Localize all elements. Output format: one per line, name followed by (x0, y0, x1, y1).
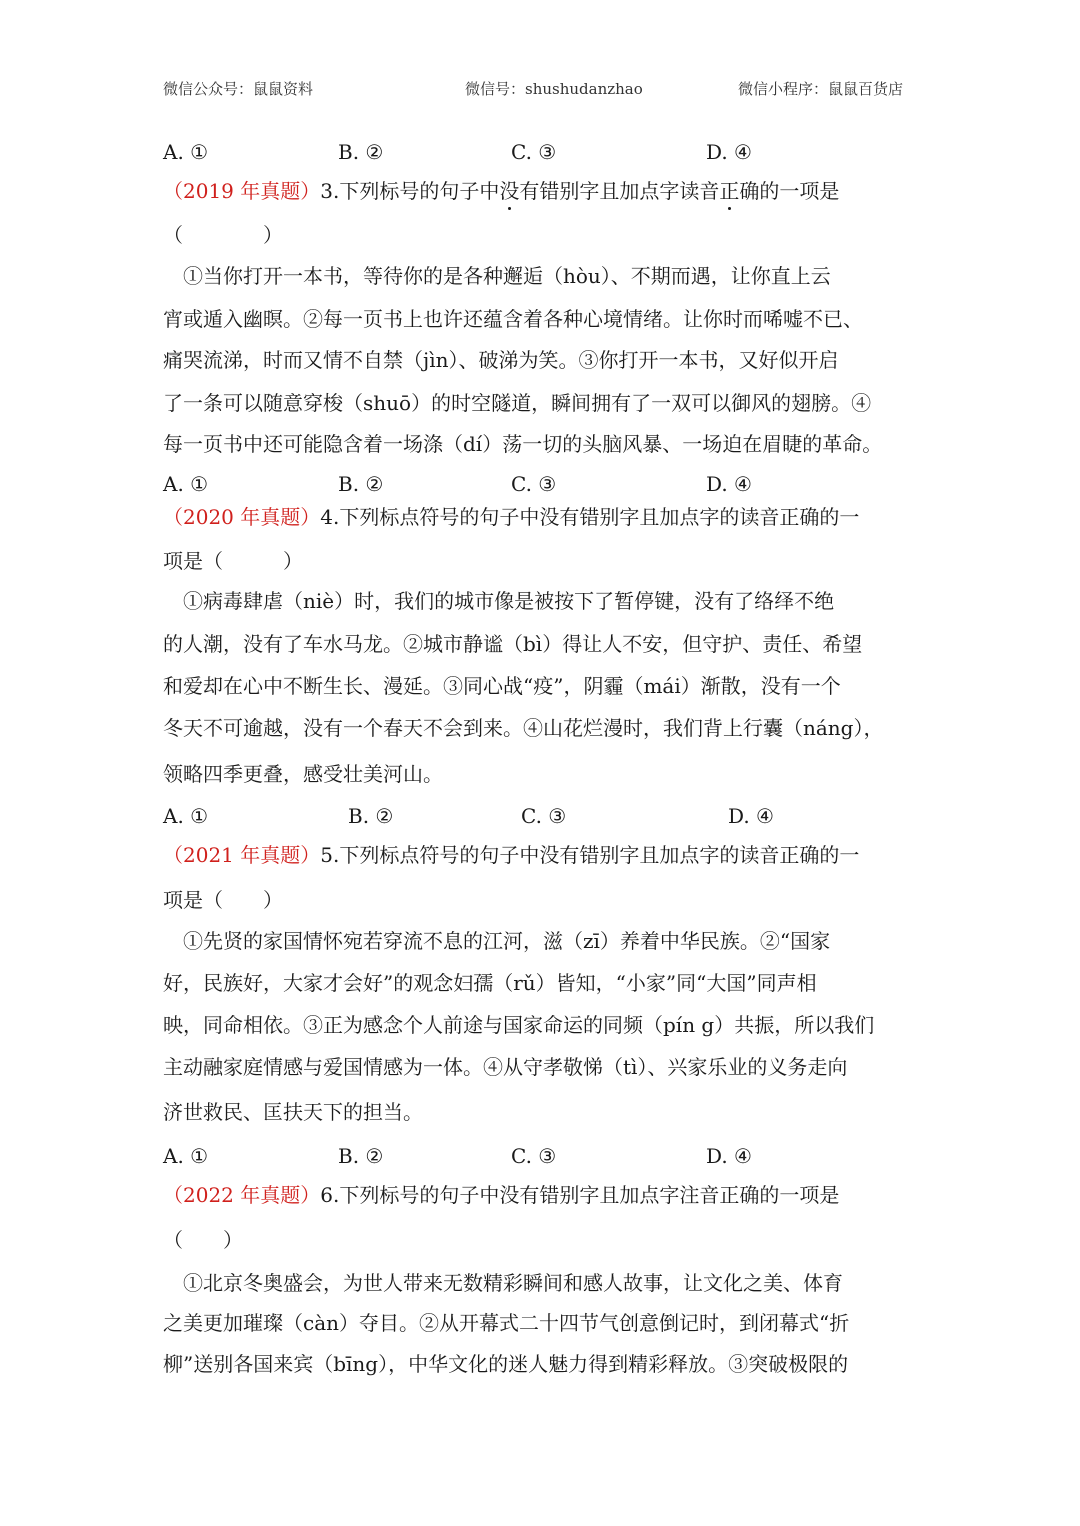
q3-line-3: 痛哭流涕，时而又情不自禁（jìn）、破涕为笑。③你打开一本书，又好似开启 (163, 348, 839, 372)
q6-tag: （2022 年真题） (163, 1183, 321, 1207)
q5-line-4: 主动融家庭情感与爱国情感为一体。④从守孝敬悌（tì）、兴家乐业的义务走向 (163, 1055, 848, 1079)
q3-line-5: 每一页书中还可能隐含着一场涤（dí）荡一切的头脑风暴、一场迫在眉睫的革命。 (163, 432, 883, 456)
q6-stem (163, 1181, 918, 1209)
option-c: C. ③ (521, 804, 567, 828)
q3-line-1: ①当你打开一本书，等待你的是各种邂逅（hòu）、不期而遇，让你直上云 (163, 264, 831, 288)
q5-stem-2: 项是（ ） (163, 888, 283, 912)
option-c: C. ③ (511, 1144, 557, 1168)
option-a: A. ① (163, 804, 209, 828)
q6-line-3: 柳”送别各国来宾（bīng），中华文化的迷人魅力得到精彩释放。③突破极限的 (163, 1352, 849, 1376)
q5-line-3: 映，同命相依。③正为感念个人前途与国家命运的同频（pín g）共振，所以我们 (163, 1013, 875, 1037)
q3-paren: （ ） (163, 223, 283, 247)
q3-tag: （2019 年真题） (163, 179, 321, 203)
option-d: D. ④ (706, 1144, 752, 1168)
q4-line-2: 的人潮，没有了车水马龙。②城市静谧（bì）得让人不安，但守护、责任、希望 (163, 632, 863, 656)
q4-line-3: 和爱却在心中不断生长、漫延。③同心战“疫”，阴霾（mái）渐散，没有一个 (163, 674, 841, 698)
q4-stem-2: 项是（ ） (163, 549, 303, 573)
q5-line-2: 好，民族好，大家才会好”的观念妇孺（rǔ）皆知，“小家”同“大国”同声相 (163, 971, 817, 995)
q5-line-5: 济世救民、匡扶天下的担当。 (163, 1100, 423, 1124)
q3-stem-a: 3.下列标号的句子中 (320, 179, 500, 203)
q4-options (163, 802, 918, 830)
header-right: 微信小程序：鼠鼠百货店 (738, 80, 904, 98)
q3-stem-b: 有错别字且加点字读音 (519, 179, 720, 203)
q3-stem-dot2: 正 (719, 179, 740, 203)
q3-stem-c: 确的一项是 (739, 179, 840, 203)
q4-line-5: 领略四季更叠，感受壮美河山。 (163, 762, 443, 786)
option-a: A. ① (163, 472, 209, 496)
header-left: 微信公众号：鼠鼠资料 (163, 80, 314, 98)
q4-line-4: 冬天不可逾越，没有一个春天不会到来。④山花烂漫时，我们背上行囊（náng）， (163, 716, 884, 740)
q5-options (163, 1142, 918, 1170)
option-a: A. ① (163, 1144, 209, 1168)
q6-line-2: 之美更加璀璨（càn）夺目。②从开幕式二十四节气创意倒记时，到闭幕式“折 (163, 1311, 850, 1335)
q3-stem (163, 177, 918, 205)
header-center: 微信号：shushudanzhao (465, 80, 643, 98)
option-b: B. ② (338, 472, 384, 496)
q6-paren: （ ） (163, 1228, 243, 1252)
q3-line-4: 了一条可以随意穿梭（shuō）的时空隧道，瞬间拥有了一双可以御风的翅膀。④ (163, 391, 872, 415)
q5-stem-text: 5.下列标点符号的句子中没有错别字且加点字的读音正确的一 (320, 843, 860, 867)
option-d: D. ④ (706, 140, 752, 164)
q5-tag: （2021 年真题） (163, 843, 321, 867)
q3-stem-dot1: 没 (499, 179, 520, 203)
option-b: B. ② (338, 140, 384, 164)
option-d: D. ④ (706, 472, 752, 496)
q6-stem-text: 6.下列标号的句子中没有错别字且加点字注音正确的一项是 (320, 1183, 840, 1207)
option-d: D. ④ (728, 804, 774, 828)
q6-line-1: ①北京冬奥盛会，为世人带来无数精彩瞬间和感人故事，让文化之美、体育 (163, 1271, 843, 1295)
q4-line-1: ①病毒肆虐（niè）时，我们的城市像是被按下了暂停键，没有了络绎不绝 (163, 589, 835, 613)
q3-line-2: 宵或遁入幽暝。②每一页书上也许还蕴含着各种心境情绪。让你时而唏嘘不已、 (163, 307, 863, 331)
q5-line-1: ①先贤的家国情怀宛若穿流不息的江河，滋（zī）养着中华民族。②“国家 (163, 929, 831, 953)
q3-options (163, 470, 918, 498)
q5-stem (163, 841, 918, 869)
option-b: B. ② (338, 1144, 384, 1168)
option-c: C. ③ (511, 140, 557, 164)
options-top (163, 138, 918, 166)
q4-stem-text: 4.下列标点符号的句子中没有错别字且加点字的读音正确的一 (320, 505, 860, 529)
option-c: C. ③ (511, 472, 557, 496)
option-b: B. ② (348, 804, 394, 828)
q4-tag: （2020 年真题） (163, 505, 321, 529)
q4-stem (163, 503, 918, 531)
option-a: A. ① (163, 140, 209, 164)
